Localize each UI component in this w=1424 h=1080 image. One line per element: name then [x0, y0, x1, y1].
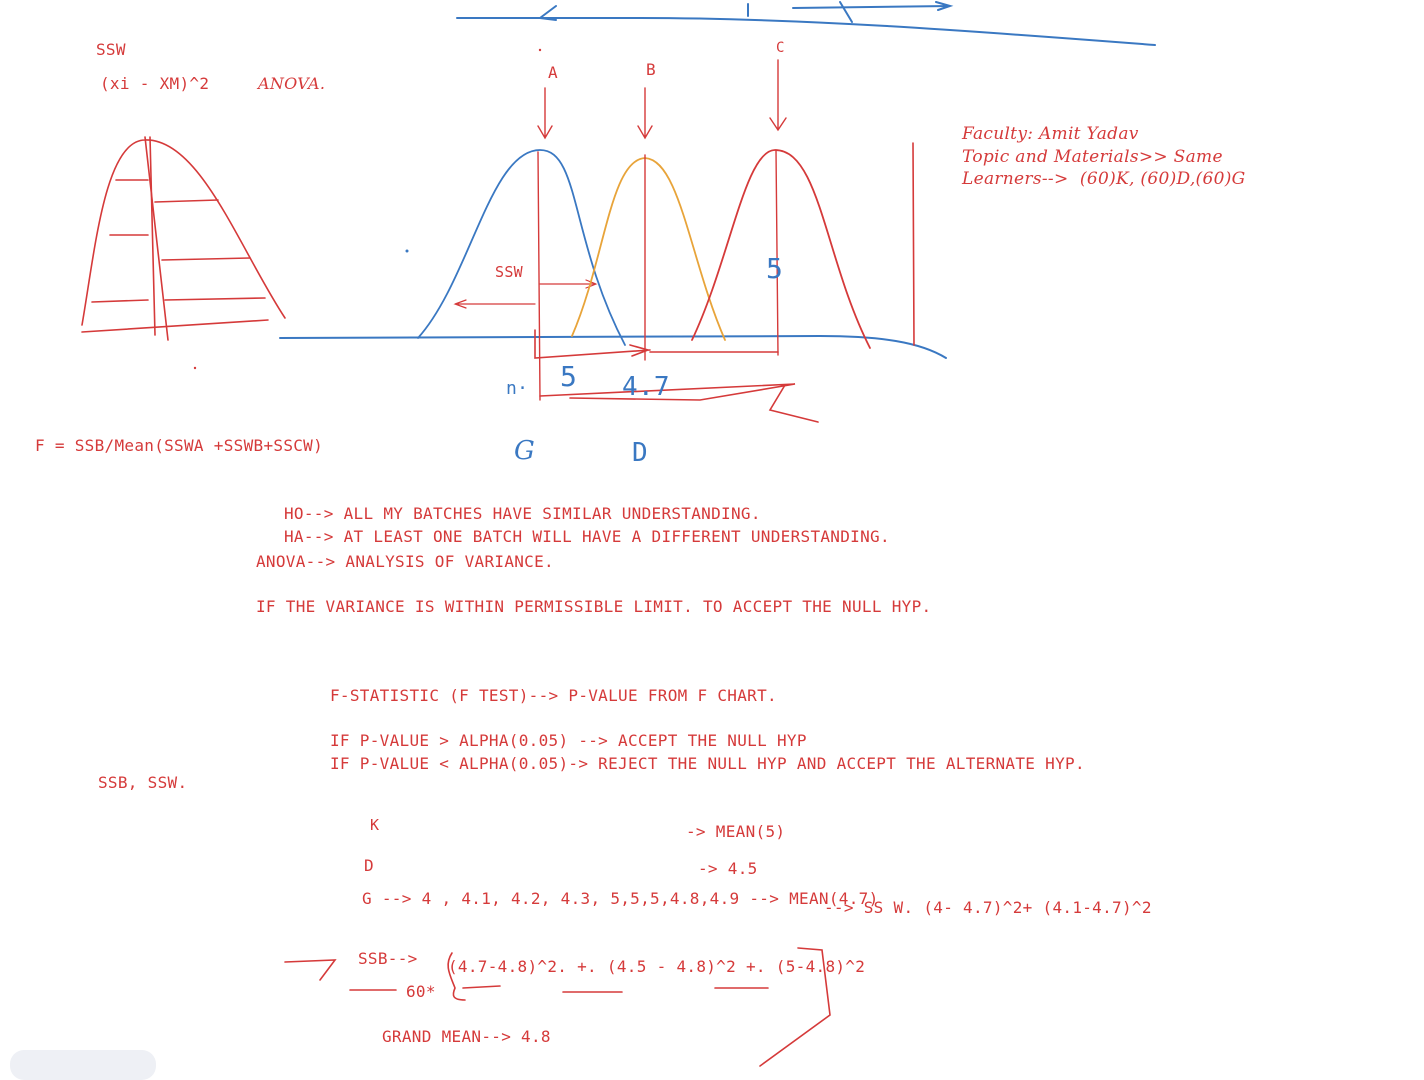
bottom-left-toolbar-tab[interactable] [10, 1050, 156, 1080]
ssb-ssw-note: SSB, SSW. [98, 773, 188, 792]
batch-k-label: K [370, 816, 380, 834]
ssw-heading: SSW [96, 40, 126, 59]
batch-d-mean: -> 4.5 [698, 859, 758, 878]
p-value-accept: IF P-VALUE > ALPHA(0.05) --> ACCEPT THE NULL HYP [330, 731, 807, 750]
scribble-n: n· [506, 378, 529, 399]
batch-k-mean: -> MEAN(5) [686, 822, 786, 841]
ssb-expression: (4.7-4.8)^2. +. (4.5 - 4.8)^2 +. (5-4.8)^2 [448, 957, 866, 976]
axis-scribbles [535, 330, 818, 422]
batch-g-line: G --> 4 , 4.1, 4.2, 4.3, 5,5,5,4.8,4.9 --> MEAN(4.7) [362, 889, 879, 908]
main-axis [280, 336, 946, 358]
f-statistic-line: F-STATISTIC (F TEST)--> P-VALUE FROM F CHART. [330, 686, 777, 705]
f-formula: F = SSB/Mean(SSWA +SSWB+SSCW) [35, 436, 324, 455]
scribble-four-seven: 4.7 [622, 372, 670, 402]
left-bell-sketch [82, 137, 285, 340]
alt-hypothesis: HA--> AT LEAST ONE BATCH WILL HAVE A DIFFERENT UNDERSTANDING. [284, 527, 890, 546]
scribble-d: D [632, 438, 648, 468]
curve-c [692, 60, 914, 355]
anova-title: ANOVA. [258, 74, 326, 93]
top-blue-strokes [457, 2, 1155, 45]
scribble-g: G [514, 436, 536, 466]
p-value-reject: IF P-VALUE < ALPHA(0.05)-> REJECT THE NULL HYP AND ACCEPT THE ALTERNATE HYP. [330, 754, 1085, 773]
null-hypothesis: HO--> ALL MY BATCHES HAVE SIMILAR UNDERSTANDING. [284, 504, 761, 523]
curve-label-a: A [548, 63, 558, 82]
learners-line: Learners--> (60)K, (60)D,(60)G [962, 169, 1246, 189]
topic-line: Topic and Materials>> Same [962, 147, 1223, 167]
ssb-multiplier: 60* [406, 982, 436, 1001]
curve-label-c: C [776, 40, 785, 56]
scribble-five: 5 [560, 360, 578, 393]
faculty-line: Faculty: Amit Yadav [962, 124, 1139, 144]
scribble-five-big: 5 [766, 252, 784, 285]
variance-formula: (xi - XM)^2 [100, 74, 210, 93]
ssb-label: SSB--> [358, 949, 418, 968]
grand-mean: GRAND MEAN--> 4.8 [382, 1027, 551, 1046]
curve-label-b: B [646, 60, 656, 79]
anova-definition: ANOVA--> ANALYSIS OF VARIANCE. [256, 552, 554, 571]
ssw-calculation: --> SS W. (4- 4.7)^2+ (4.1-4.7)^2 [824, 898, 1152, 917]
batch-d-label: D [364, 856, 374, 875]
variance-rule: IF THE VARIANCE IS WITHIN PERMISSIBLE LIMIT. TO ACCEPT THE NULL HYP. [256, 597, 932, 616]
ssw-inner-label: SSW [495, 263, 523, 281]
